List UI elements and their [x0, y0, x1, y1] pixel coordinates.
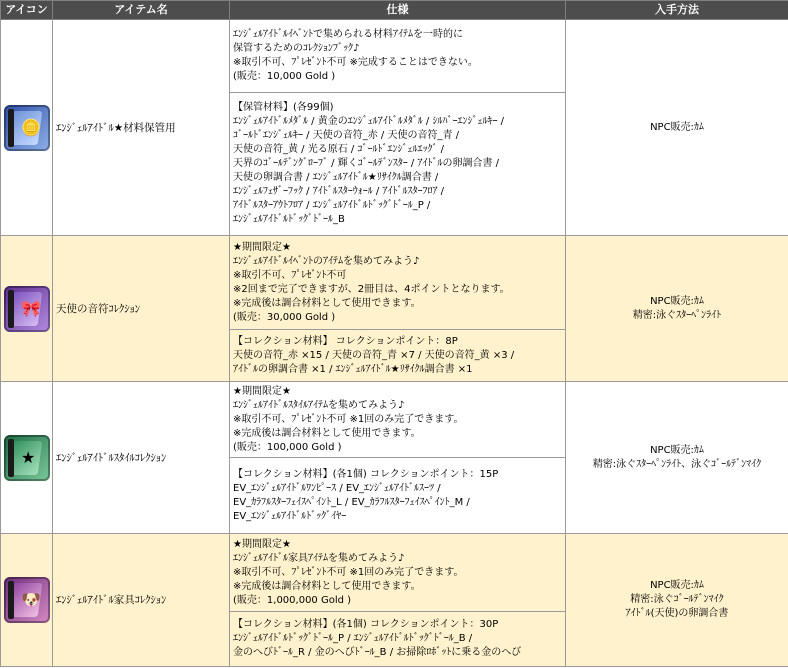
spec-line: (販売：100,000 Gold )	[233, 441, 342, 453]
header-acquisition: 入手方法	[566, 1, 788, 20]
spec-line: ｴﾝｼﾞｪﾙｱｲﾄﾞﾙﾄﾞｯｸﾞﾄﾞｰﾙ_B	[233, 214, 345, 225]
acquisition-method	[566, 236, 788, 382]
icon-cell	[1, 236, 53, 382]
note-book-icon: 🎀	[4, 286, 50, 332]
spec-line: ｱｲﾄﾞﾙの卵調合書 ×1 / ｴﾝｼﾞｪﾙｱｲﾄﾞﾙ★ﾘｻｲｸﾙ調合書 ×1	[233, 363, 473, 375]
header-name: アイテム名	[53, 1, 230, 20]
table-body	[1, 20, 788, 667]
spec-line: 天使の音符_赤 ×15 / 天使の音符_青 ×7 / 天使の音符_黄 ×3 /	[233, 349, 515, 361]
acquisition-line: 精密:泳ぐｽﾀｰﾍﾟﾝﾗｲﾄ、泳ぐｺﾞｰﾙﾃﾞﾝﾏｲｸ	[592, 458, 762, 470]
spec-description	[230, 20, 566, 93]
star-book-icon: ★	[4, 435, 50, 481]
table-row	[1, 20, 788, 93]
acquisition-line: ｱｲﾄﾞﾙ(天使)の卵調合書	[625, 608, 729, 619]
spec-line: ※完成後は調合材料として使用できます。	[233, 297, 421, 309]
spec-line: 天使の卵調合書 / ｴﾝｼﾞｪﾙｱｲﾄﾞﾙ★ﾘｻｲｸﾙ調合書 /	[233, 172, 439, 183]
spec-line: ｴﾝｼﾞｪﾙｱｲﾄﾞﾙｲﾍﾞﾝﾄのｱｲﾃﾑを集めてみよう♪	[233, 255, 420, 267]
spec-line: ｴﾝｼﾞｪﾙｱｲﾄﾞﾙｽﾀｲﾙｱｲﾃﾑを集めてみよう♪	[233, 399, 405, 411]
coin-book-icon: 🪙	[4, 105, 50, 151]
spec-line: ｴﾝｼﾞｪﾙｱｲﾄﾞﾙ家具ｱｲﾃﾑを集めてみよう♪	[233, 552, 405, 564]
spec-line: 保管するためのｺﾚｸｼｮﾝﾌﾞｯｸ♪	[233, 43, 360, 54]
spec-line: ※取引不可、ﾌﾟﾚｾﾞﾝﾄ不可 ※1回のみ完了できます。	[233, 413, 464, 425]
spec-description	[230, 534, 566, 612]
table-row	[1, 236, 788, 330]
spec-line: ｴﾝｼﾞｪﾙｱｲﾄﾞﾙﾒﾀﾞﾙ / 黄金のｴﾝｼﾞｪﾙｱｲﾄﾞﾙﾒﾀﾞﾙ / ｼﾙﾊﾞｰｴﾝｼﾞｪﾙｷｰ /	[233, 116, 505, 127]
spec-line: (販売：10,000 Gold )	[233, 71, 336, 82]
acquisition-line: NPC販売:ｶﾑ	[650, 121, 704, 133]
spec-line: 天使の音符_黄 / 光る原石 / ｺﾞｰﾙﾄﾞｴﾝｼﾞｪﾙｴｯｸﾞ /	[233, 144, 445, 155]
spec-line: ｺﾞｰﾙﾄﾞｴﾝｼﾞｪﾙｷｰ / 天使の音符_赤 / 天使の音符_青 /	[233, 130, 460, 141]
spec-description	[230, 382, 566, 458]
spec-line: EV_ｴﾝｼﾞｪﾙｱｲﾄﾞﾙﾄﾞｯｸﾞｲﾔｰ	[233, 510, 347, 522]
acquisition-line: NPC販売:ｶﾑ	[650, 444, 704, 456]
spec-materials	[230, 330, 566, 382]
spec-line: 【保管材料】(各99個)	[233, 102, 334, 113]
table-row	[1, 382, 788, 458]
spec-description	[230, 236, 566, 330]
spec-line: ※取引不可、ﾌﾟﾚｾﾞﾝﾄ不可 ※完成することはできない。	[233, 57, 478, 68]
acquisition-line: NPC販売:ｶﾑ	[650, 295, 704, 307]
spec-line: ※取引不可、ﾌﾟﾚｾﾞﾝﾄ不可	[233, 269, 347, 281]
spec-line: ★期間限定★	[233, 385, 291, 397]
spec-line: 【コレクション材料】(各1個) コレクションポイント：15P	[233, 468, 499, 480]
spec-line: ★期間限定★	[233, 538, 291, 550]
acquisition-line: 精密:泳ぐｽﾀｰﾍﾟﾝﾗｲﾄ	[632, 309, 722, 321]
icon-cell	[1, 382, 53, 534]
spec-line: ｴﾝｼﾞｪﾙｱｲﾄﾞﾙｲﾍﾞﾝﾄで集められる材料ｱｲﾃﾑを一時的に	[233, 29, 463, 40]
icon-cell	[1, 20, 53, 236]
spec-line: 金のへびﾄﾞｰﾙ_R / 金のへびﾄﾞｰﾙ_B / お掃除ﾛﾎﾞｯﾄに乗る金のへび	[233, 647, 522, 658]
icon-cell	[1, 534, 53, 667]
spec-line: 【コレクション材料】 コレクションポイント：8P	[233, 335, 458, 347]
spec-line: ｴﾝｼﾞｪﾙｱｲﾄﾞﾙﾄﾞｯｸﾞﾄﾞｰﾙ_P / ｴﾝｼﾞｪﾙｱｲﾄﾞﾙﾄﾞｯｸﾞﾄﾞｰﾙ_B /	[233, 633, 473, 644]
item-name: ｴﾝｼﾞｪﾙｱｲﾄﾞﾙ家具ｺﾚｸｼｮﾝ	[53, 534, 230, 667]
acquisition-method	[566, 534, 788, 667]
furniture-book-icon: 🐶	[4, 577, 50, 623]
spec-line: ★期間限定★	[233, 241, 291, 253]
acquisition-line: NPC販売:ｶﾑ	[650, 580, 704, 591]
item-name: ｴﾝｼﾞｪﾙｱｲﾄﾞﾙ★材料保管用	[53, 20, 230, 236]
spec-line: EV_ｶﾗﾌﾙｽﾀｰﾌｪｲｽﾍﾟｲﾝﾄ_L / EV_ｶﾗﾌﾙｽﾀｰﾌｪｲｽﾍﾟｲﾝﾄ_M /	[233, 496, 470, 508]
header-spec: 仕様	[230, 1, 566, 20]
spec-line: EV_ｴﾝｼﾞｪﾙｱｲﾄﾞﾙﾜﾝﾋﾟｰｽ / EV_ｴﾝｼﾞｪﾙｱｲﾄﾞﾙｽｰﾂ /	[233, 482, 441, 494]
spec-line: (販売：30,000 Gold )	[233, 311, 336, 323]
item-name: 天使の音符ｺﾚｸｼｮﾝ	[53, 236, 230, 382]
acquisition-method	[566, 382, 788, 534]
spec-line: (販売：1,000,000 Gold )	[233, 594, 352, 606]
header-row	[1, 1, 788, 20]
table-row	[1, 534, 788, 612]
spec-line: 【コレクション材料】(各1個) コレクションポイント：30P	[233, 619, 499, 630]
spec-materials	[230, 612, 566, 667]
spec-line: ※完成後は調合材料として使用できます。	[233, 427, 421, 439]
spec-line: ※取引不可、ﾌﾟﾚｾﾞﾝﾄ不可 ※1回のみ完了できます。	[233, 566, 464, 578]
spec-line: ｴﾝｼﾞｪﾙﾌｪｻﾞｰﾌｯｸ / ｱｲﾄﾞﾙｽﾀｰｳｫｰﾙ / ｱｲﾄﾞﾙｽﾀｰﾌﾛｱ /	[233, 186, 445, 197]
header-icon: アイコン	[1, 1, 53, 20]
spec-line: ※完成後は調合材料として使用できます。	[233, 580, 421, 592]
spec-line: ※2回まで完了できますが、2冊目は、4ポイントとなります。	[233, 283, 510, 295]
spec-line: ｱｲﾄﾞﾙｽﾀｰｱｳﾄﾌﾛｱ / ｴﾝｼﾞｪﾙｱｲﾄﾞﾙﾄﾞｯｸﾞﾄﾞｰﾙ_P /	[233, 200, 431, 211]
spec-line: 天界のｺﾞｰﾙﾃﾞﾝｸﾞﾛｰﾌﾞ / 輝くｺﾞｰﾙﾃﾞﾝｽﾀｰ / ｱｲﾄﾞﾙの卵調合書 /	[233, 158, 500, 169]
spec-materials	[230, 458, 566, 534]
spec-materials	[230, 93, 566, 236]
acquisition-line: 精密:泳ぐｺﾞｰﾙﾃﾞﾝﾏｲｸ	[630, 594, 724, 605]
acquisition-method	[566, 20, 788, 236]
item-name: ｴﾝｼﾞｪﾙｱｲﾄﾞﾙｽﾀｲﾙｺﾚｸｼｮﾝ	[53, 382, 230, 534]
